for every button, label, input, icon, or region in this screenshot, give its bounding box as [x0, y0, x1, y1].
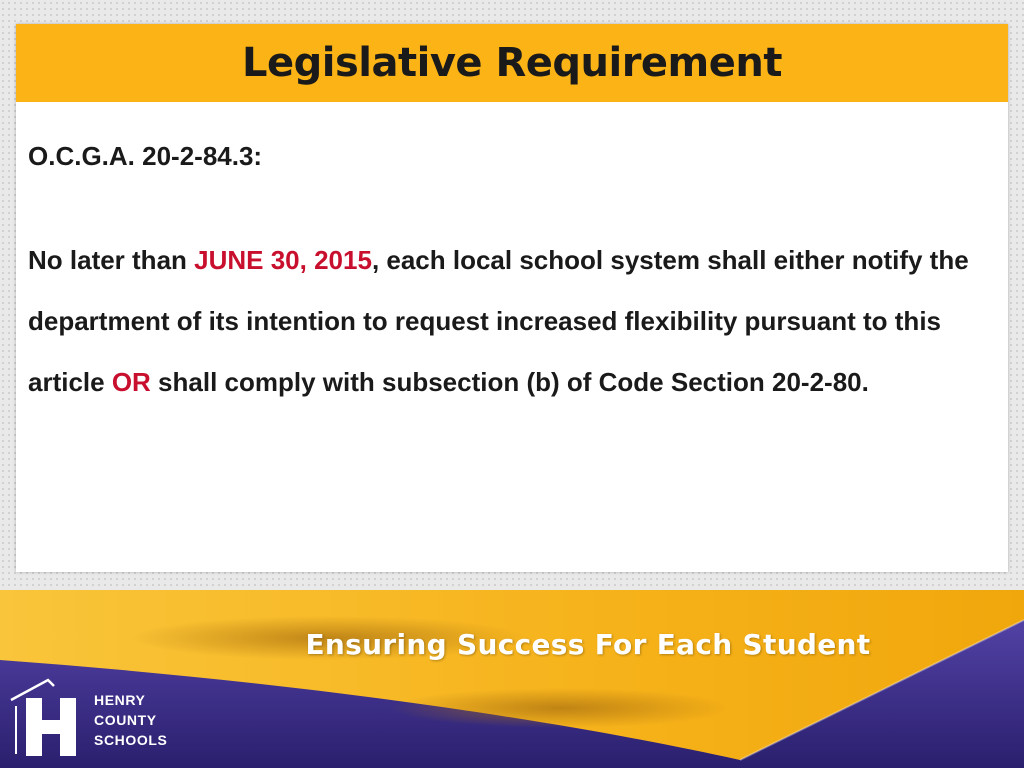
henry-county-h-logo-icon [8, 676, 78, 760]
requirement-text-part2: , each local school system shall either notify the department of its intention to request increased flexibility pursuant to this article [28, 245, 969, 397]
or-highlight: OR [111, 367, 151, 397]
requirement-text-part1: No later than [28, 245, 195, 275]
logo-line-county: COUNTY [94, 712, 157, 728]
title-bar [16, 24, 1008, 102]
logo-wordmark [94, 690, 167, 750]
logo-line-schools: SCHOOLS [94, 732, 168, 748]
code-reference: O.C.G.A. 20-2-84.3: [28, 141, 263, 171]
footer-tagline: Ensuring Success For Each Student [305, 628, 871, 661]
requirement-text-part3: shall comply with subsection (b) of Code Section 20-2-80. [150, 367, 869, 397]
logo-line-henry: HENRY [94, 692, 146, 708]
deadline-highlight: JUNE 30, 2015 [194, 245, 372, 275]
requirement-paragraph [28, 230, 996, 413]
slide-content-panel [16, 24, 1008, 572]
slide-title: Legislative Requirement [242, 40, 782, 86]
slide-body [28, 136, 996, 413]
